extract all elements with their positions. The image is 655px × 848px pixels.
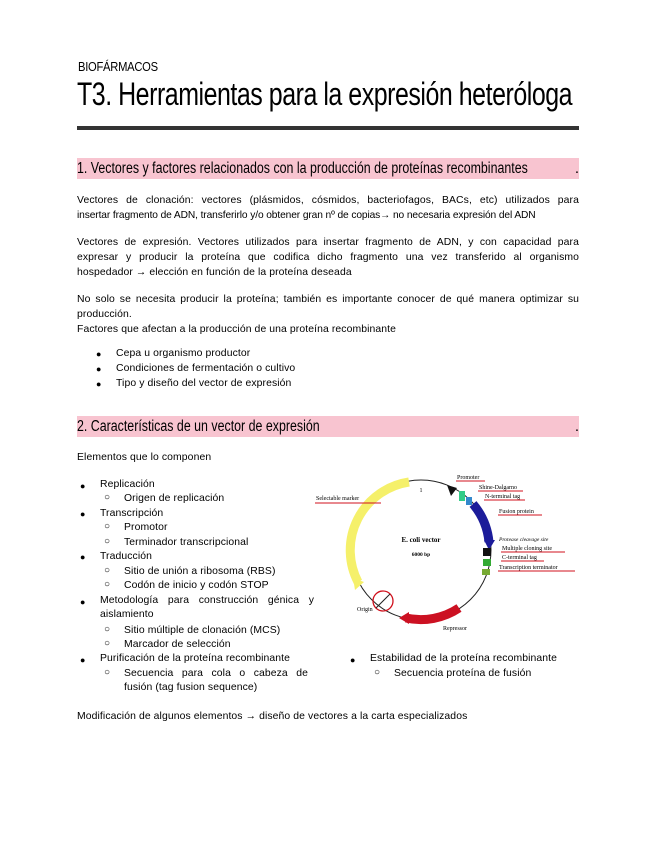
label-fusion-protein: Fusion protein (499, 509, 534, 515)
element-marcador: Marcador de selección (124, 639, 231, 650)
mcs-box (483, 559, 491, 566)
promoter-arrow (447, 485, 457, 496)
element-traduccion: Traducción (100, 551, 153, 562)
shine-dalgarno-box (459, 491, 465, 501)
bullet-icon: ● (80, 597, 86, 607)
section2-heading (77, 416, 579, 437)
vector-name: E. coli vector (401, 536, 441, 544)
p2-line2: expresar y producir la proteína que codifica dicho fragmento una vez transferido al organismo (77, 252, 579, 263)
tick-label: 1 (419, 488, 423, 494)
bullet-icon: ● (80, 481, 86, 491)
footer-note: Modificación de algunos elementos → diseño de vectores a la carta especializados (77, 711, 468, 722)
element-codon: Codón de inicio y codón STOP (124, 580, 269, 591)
element-purificacion: Purificación de la proteína recombinante (100, 653, 290, 664)
factor-item: Cepa u organismo productor (116, 348, 251, 359)
element-secuencia: Secuencia para cola o cabeza de (124, 668, 308, 679)
paragraph-production (77, 292, 579, 337)
bullet-icon: ● (96, 349, 102, 359)
bullet-icon: ● (350, 655, 356, 665)
sub-bullet-icon: ○ (104, 565, 111, 576)
element-promotor: Promotor (124, 522, 168, 533)
sub-bullet-icon: ○ (104, 638, 111, 649)
elements-intro: Elementos que lo componen (77, 452, 212, 463)
label-terminator: Transcription terminator (499, 565, 558, 571)
paragraph-expression-vectors (77, 235, 579, 280)
bullet-icon: ● (80, 509, 86, 519)
vector-size: 6000 bp (411, 552, 431, 558)
p2-line1: Vectores de expresión. Vectores utilizados para insertar fragmento de ADN, y con capacidad para (77, 237, 579, 248)
label-promoter: Promoter (457, 475, 480, 481)
label-n-terminal: N-terminal tag (485, 494, 521, 500)
plasmid-map-diagram (313, 470, 585, 640)
bullet-icon: ● (96, 379, 102, 389)
bullet-icon: ● (80, 552, 86, 562)
p3-line3: Factores que afectan a la producción de una proteína recombinante (77, 324, 396, 335)
element-mcs: Sitio múltiple de clonación (MCS) (124, 625, 281, 636)
sub-bullet-icon: ○ (104, 579, 111, 590)
protease-site-box (483, 548, 491, 556)
element-terminador: Terminador transcripcional (124, 537, 249, 548)
label-selectable-marker: Selectable marker (316, 496, 360, 502)
element-transcripcion: Transcripción (100, 508, 164, 519)
factor-item: Condiciones de fermentación o cultivo (116, 363, 296, 374)
p2-line3: hospedador → elección en función de la proteína deseada (77, 267, 352, 278)
sub-bullet-icon: ○ (104, 536, 111, 547)
section1-heading-dot: . (574, 160, 579, 177)
label-shine-dalgarno: Shine-Dalgarno (479, 485, 517, 491)
page-title: T3. Herramientas para la expresión heteróloga (77, 76, 573, 112)
element-origen: Origen de replicación (124, 493, 225, 504)
repressor-arrowhead (399, 612, 409, 624)
label-mcs: Multiple cloning site (502, 546, 552, 552)
label-origin: Origin (357, 607, 373, 613)
c-terminal-tag-box (482, 569, 490, 575)
sub-bullet-icon: ○ (104, 521, 111, 532)
label-repressor: Repressor (443, 626, 467, 632)
sub-bullet-icon: ○ (104, 624, 111, 635)
p3-line2: producción. (77, 309, 132, 320)
title-divider (77, 126, 579, 130)
origin-mark (376, 594, 390, 608)
element-estabilidad: Estabilidad de la proteína recombinante (370, 653, 558, 664)
n-terminal-tag-box (466, 497, 472, 505)
sub-bullet-icon: ○ (104, 667, 111, 678)
p1-line2: insertar fragmento de ADN, transferirlo y/o obtener gran nº de copias→ no necesaria expresión del ADN (77, 210, 536, 221)
sub-bullet-icon: ○ (374, 667, 381, 678)
section2-heading-dot: . (574, 418, 579, 435)
section1-heading-text: 1. Vectores y factores relacionados con la producción de proteínas recombinantes (77, 160, 528, 177)
element-metodologia-cont: aislamiento (100, 609, 154, 620)
subject-label: BIOFÁRMACOS (78, 59, 158, 74)
p1-line1: Vectores de clonación: vectores (plásmidos, cósmidos, bacteriofagos, BACs, etc) utilizados para (77, 195, 579, 206)
factor-item: Tipo y diseño del vector de expresión (116, 378, 292, 389)
fusion-protein-arc (473, 504, 489, 542)
paragraph-cloning-vectors (77, 193, 579, 223)
label-protease: Protease cleavage site (499, 537, 549, 543)
label-c-terminal: C-terminal tag (502, 555, 537, 561)
bullet-icon: ● (80, 655, 86, 665)
element-rbs: Sitio de unión a ribosoma (RBS) (124, 566, 276, 577)
element-metodologia: Metodología para construcción génica y (100, 595, 314, 606)
element-secuencia-cont: fusión (tag fusion sequence) (124, 682, 258, 693)
bullet-icon: ● (96, 364, 102, 374)
section1-heading (77, 158, 579, 179)
repressor-arc (406, 608, 459, 620)
section2-heading-text: 2. Características de un vector de expresión (77, 418, 320, 435)
element-fusion: Secuencia proteína de fusión (394, 668, 532, 679)
p3-line1: No solo se necesita producir la proteína; también es importante conocer de qué manera optimizar su (77, 294, 579, 305)
sub-bullet-icon: ○ (104, 492, 111, 503)
element-replicacion: Replicación (100, 479, 155, 490)
